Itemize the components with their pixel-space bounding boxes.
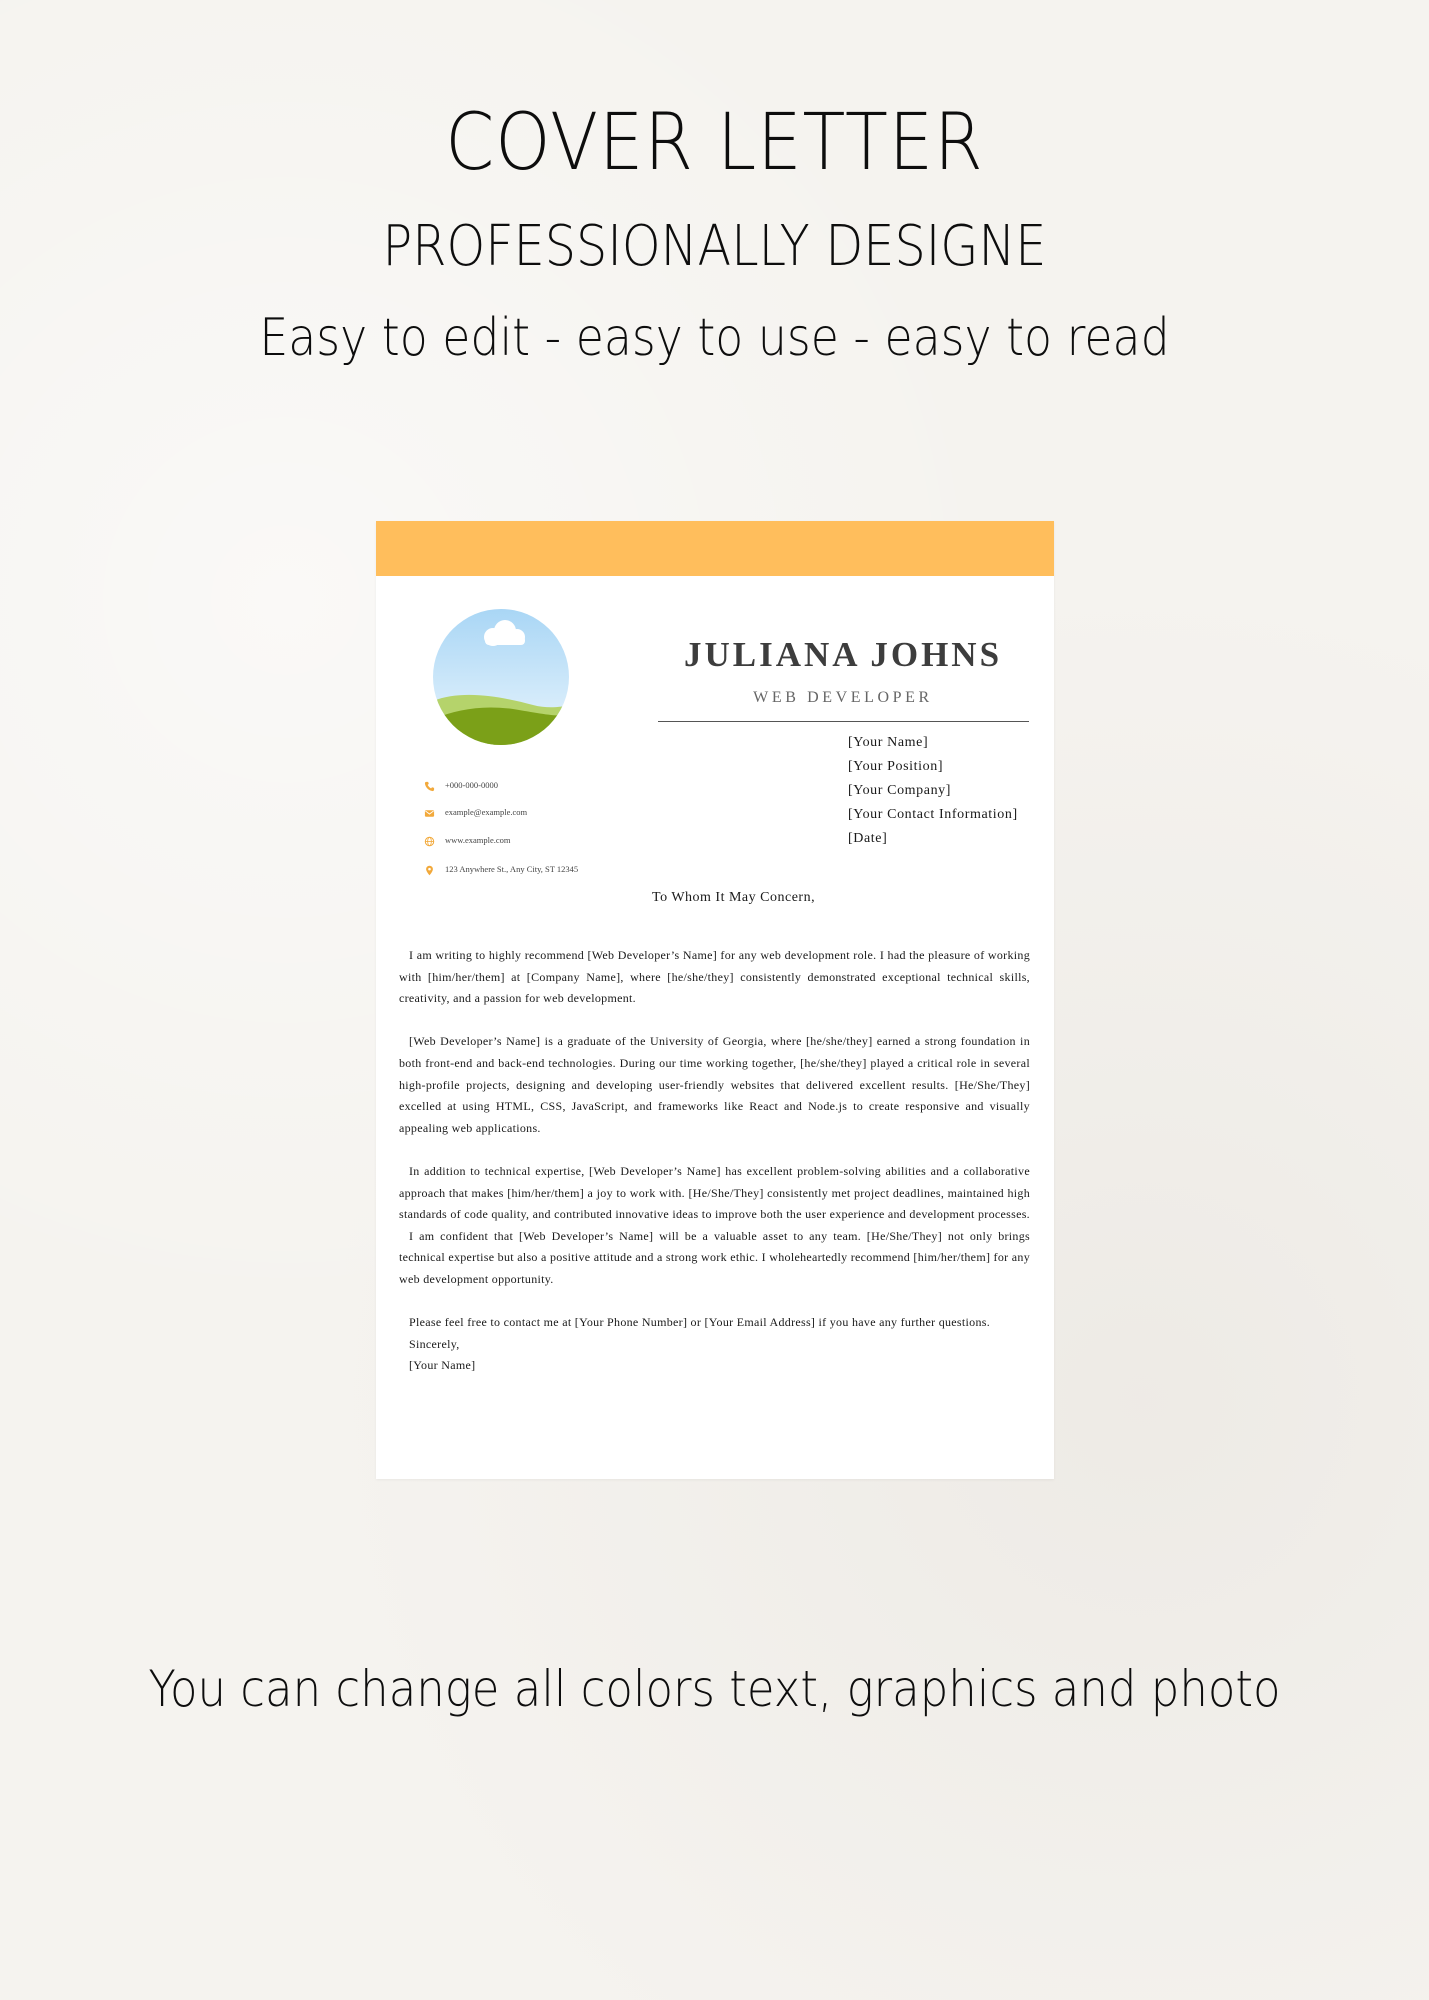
body-paragraph: I am writing to highly recommend [Web Developer’s Name] for any web development role. I had the pleasure of working with [him/her/them] at [Company Name], where [he/she/they] consistently demonstrated exceptional technical skills, creativity, and a passion for web development. [399, 948, 1030, 1006]
email-icon [424, 808, 435, 819]
page-title: COVER LETTER [445, 98, 984, 188]
applicant-role: WEB DEVELOPER [753, 689, 933, 706]
greeting: To Whom It May Concern, [652, 890, 816, 905]
recipient-block [848, 731, 1038, 851]
divider [658, 721, 1029, 722]
location-pin-icon [424, 865, 435, 876]
page-tagline: Easy to edit - easy to use - easy to read [259, 308, 1170, 368]
phone-icon [424, 781, 435, 792]
profile-photo [433, 609, 569, 745]
contact-email: example@example.com [424, 807, 585, 819]
landscape-photo-placeholder [433, 609, 569, 745]
signature: [Your Name] [409, 1358, 476, 1373]
body-paragraph: In addition to technical expertise, [Web Developer’s Name] has excellent problem-solving abilities and a collaborative approach that makes [him/her/them] a joy to work with. [He/She/They] consistently met project deadlines, maintained high standards of code quality, and contributed innovative ideas to improve both the user experience and development processes. [399, 1163, 1030, 1222]
closing: Sincerely, [409, 1336, 460, 1351]
accent-bar [376, 521, 1054, 576]
recipient-line: [Date] [848, 831, 888, 846]
contact-address: 123 Anywhere St., Any City, ST 12345 [424, 864, 585, 876]
letter-body [399, 945, 1030, 1377]
recipient-line: [Your Position] [848, 759, 944, 774]
body-paragraph: Please feel free to contact me at [Your Phone Number] or [Your Email Address] if you have any further questions. [409, 1315, 991, 1330]
contact-phone: +000-000-0000 [424, 780, 585, 792]
recipient-line: [Your Contact Information] [848, 807, 1018, 822]
recipient-line: [Your Company] [848, 783, 952, 798]
contact-website: www.example.com [424, 835, 585, 847]
body-paragraph: [Web Developer’s Name] is a graduate of the University of Georgia, where [he/she/they] earned a strong foundation in both front-end and back-end technologies. During our time working together, [he/she/they] played a critical role in several high-profile projects, designing and developing user-friendly websites that delivered excellent results. [He/She/They] excelled at using HTML, CSS, JavaScript, and frameworks like React and Node.js to create responsive and visually appealing web applications. [399, 1034, 1030, 1135]
cover-letter-preview [376, 521, 1054, 1479]
recipient-line: [Your Name] [848, 735, 929, 750]
footer-note: You can change all colors text, graphics and photo [148, 1660, 1281, 1718]
applicant-name: JULIANA JOHNS [683, 635, 1003, 674]
body-paragraph: I am confident that [Web Developer’s Name] will be a valuable asset to any team. [He/She/They] not only brings technical expertise but also a positive attitude and a strong work ethic. I wholeheartedly recommend [him/her/them] for any web development opportunity. [399, 1228, 1030, 1286]
page-subtitle: PROFESSIONALLY DESIGNE [382, 214, 1047, 279]
globe-icon [424, 836, 435, 847]
